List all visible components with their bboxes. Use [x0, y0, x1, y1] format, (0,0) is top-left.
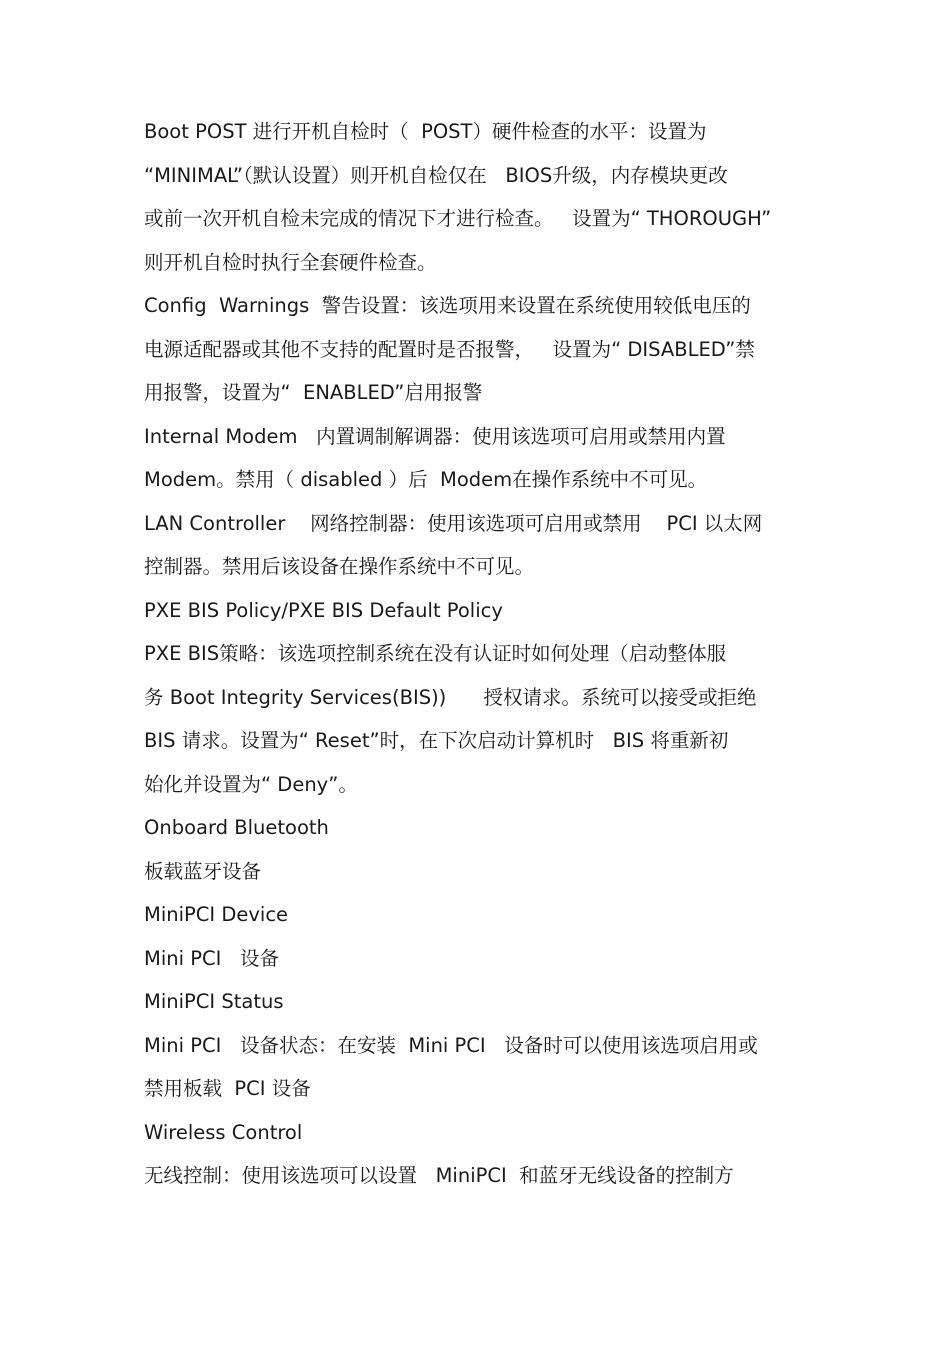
paragraph-line: Config Warnings 警告设置：该选项用来设置在系统使用较低电压的 [144, 294, 751, 317]
paragraph-line: Modem。禁用（ disabled ）后 Modem在操作系统中不可见。 [144, 468, 708, 491]
paragraph-line: 则开机自检时执行全套硬件检查。 [144, 250, 437, 274]
document-body [144, 110, 834, 1198]
paragraph-line: Mini PCI 设备 [144, 946, 279, 970]
paragraph-line: 始化并设置为“ Deny”。 [144, 772, 358, 796]
paragraph-line: Mini PCI 设备状态：在安装 Mini PCI 设备时可以使用该选项启用或 [144, 1033, 758, 1057]
paragraph-line: Boot POST 进行开机自检时（ POST）硬件检查的水平：设置为 [144, 120, 707, 143]
paragraph-line: PXE BIS策略：该选项控制系统在没有认证时如何处理（启动整体服 [144, 642, 727, 665]
paragraph-line: BIS 请求。设置为“ Reset”时，在下次启动计算机时 BIS 将重新初 [144, 729, 729, 752]
paragraph-line: 板载蓝牙设备 [144, 859, 262, 883]
section-heading: Onboard Bluetooth [144, 816, 329, 839]
paragraph-line: 务 Boot Integrity Services(BIS)) 授权请求。系统可以接受或拒绝 [144, 685, 757, 709]
paragraph-line: LAN Controller 网络控制器：使用该选项可启用或禁用 PCI 以太网 [144, 511, 763, 535]
section-heading: Wireless Control [144, 1120, 303, 1144]
section-heading: PXE BIS Policy/PXE BIS Default Policy [144, 598, 503, 622]
paragraph-line: 或前一次开机自检未完成的情况下才进行检查。 设置为“ THOROUGH” [144, 207, 772, 230]
paragraph-line: 用报警，设置为“ ENABLED”启用报警 [144, 381, 483, 404]
paragraph-line: Internal Modem 内置调制解调器：使用该选项可启用或禁用内置 [144, 424, 726, 448]
section-heading: MiniPCI Status [144, 990, 284, 1013]
section-heading: MiniPCI Device [144, 903, 289, 926]
paragraph-line: 无线控制：使用该选项可以设置 MiniPCI 和蓝牙无线设备的控制方 [144, 1164, 734, 1187]
paragraph-line: “MINIMAL”（默认设置）则开机自检仅在 BIOS升级，内存模块更改 [144, 163, 728, 187]
paragraph-line: 禁用板载 PCI 设备 [144, 1077, 311, 1100]
paragraph-line: 控制器。禁用后该设备在操作系统中不可见。 [144, 555, 535, 578]
paragraph-line: 电源适配器或其他不支持的配置时是否报警， 设置为“ DISABLED”禁 [144, 337, 755, 361]
